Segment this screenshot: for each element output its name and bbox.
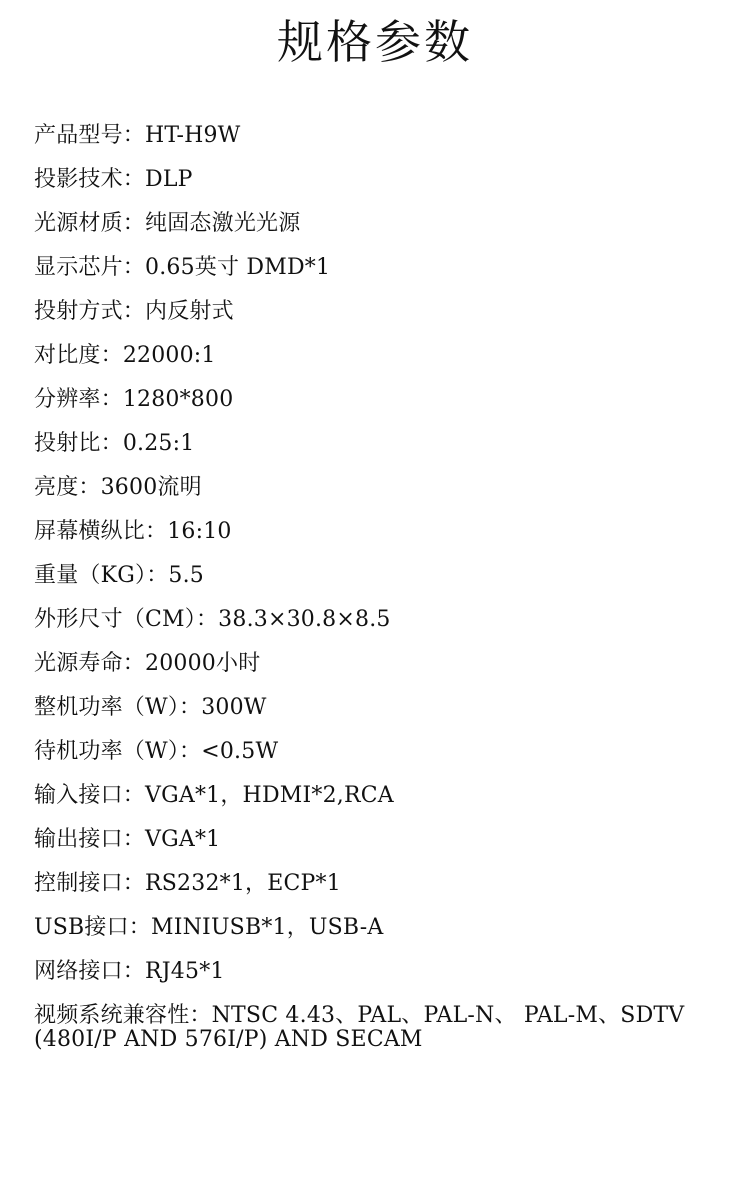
- spec-value: MINIUSB*1，USB-A: [150, 915, 384, 940]
- spec-key: 分辨率：: [34, 387, 123, 412]
- spec-key: 输出接口：: [34, 827, 146, 852]
- spec-row-light-life: [34, 642, 716, 686]
- spec-key: 投影技术：: [34, 167, 146, 192]
- spec-row-brightness: [34, 466, 716, 510]
- spec-row-resolution: [34, 378, 716, 422]
- spec-key: 投射方式：: [34, 299, 146, 324]
- spec-list: [34, 114, 716, 1052]
- spec-row-usb-ports: [34, 906, 716, 950]
- spec-key: 显示芯片：: [34, 255, 146, 280]
- spec-value: 0.25:1: [122, 431, 195, 456]
- spec-value: 16:10: [167, 519, 232, 544]
- spec-key: 控制接口：: [34, 871, 146, 896]
- spec-value: 22000:1: [122, 343, 216, 368]
- spec-key: 对比度：: [34, 343, 123, 368]
- spec-row-weight: [34, 554, 716, 598]
- spec-row-output-ports: [34, 818, 716, 862]
- spec-value: 1280*800: [122, 387, 234, 412]
- spec-row-dimensions: [34, 598, 716, 642]
- spec-row-video-compatibility: [34, 994, 716, 1052]
- spec-value: 38.3×30.8×8.5: [218, 607, 391, 632]
- spec-value: VGA*1: [145, 827, 221, 852]
- spec-key: 光源寿命：: [34, 651, 146, 676]
- spec-value: RJ45*1: [145, 959, 225, 984]
- spec-row-control-ports: [34, 862, 716, 906]
- spec-row-projection-technology: [34, 158, 716, 202]
- spec-value: VGA*1，HDMI*2,RCA: [145, 783, 394, 808]
- spec-row-projection-mode: [34, 290, 716, 334]
- spec-value: 5.5: [168, 563, 205, 588]
- spec-row-network-port: [34, 950, 716, 994]
- spec-value: DLP: [145, 167, 193, 192]
- spec-key: 待机功率（W）：: [34, 739, 202, 764]
- spec-key: 光源材质：: [34, 211, 146, 236]
- spec-row-standby-power: [34, 730, 716, 774]
- spec-key: 外形尺寸（CM）：: [34, 607, 219, 632]
- spec-value: 20000小时: [145, 651, 261, 676]
- spec-value: 纯固态激光光源: [145, 211, 301, 236]
- spec-key: 屏幕横纵比：: [34, 519, 168, 544]
- spec-row-aspect-ratio: [34, 510, 716, 554]
- spec-key: 输入接口：: [34, 783, 146, 808]
- spec-value: <0.5W: [201, 739, 279, 764]
- spec-key: USB接口：: [34, 915, 151, 940]
- spec-value: 内反射式: [145, 299, 234, 324]
- spec-key: 网络接口：: [34, 959, 146, 984]
- spec-row-light-source: [34, 202, 716, 246]
- spec-value: 300W: [201, 695, 267, 720]
- spec-row-display-chip: [34, 246, 716, 290]
- spec-key: 重量（KG）：: [34, 563, 169, 588]
- spec-row-power: [34, 686, 716, 730]
- spec-value: NTSC 4.43、PAL、PAL-N、 PAL-M、SDTV (480I/P AND 576I/P) AND SECAM: [34, 1003, 685, 1052]
- spec-key: 亮度：: [34, 475, 101, 500]
- spec-key: 投射比：: [34, 431, 123, 456]
- spec-row-contrast: [34, 334, 716, 378]
- spec-value: RS232*1，ECP*1: [145, 871, 341, 896]
- spec-key: 产品型号：: [34, 123, 146, 148]
- spec-value: HT-H9W: [145, 123, 241, 148]
- spec-row-input-ports: [34, 774, 716, 818]
- spec-value: 3600流明: [100, 475, 202, 500]
- page-title: 规格参数: [277, 15, 473, 69]
- spec-key: 视频系统兼容性：: [34, 1003, 212, 1028]
- spec-row-model: [34, 114, 716, 158]
- spec-key: 整机功率（W）：: [34, 695, 202, 720]
- spec-row-throw-ratio: [34, 422, 716, 466]
- spec-value: 0.65英寸 DMD*1: [145, 255, 331, 280]
